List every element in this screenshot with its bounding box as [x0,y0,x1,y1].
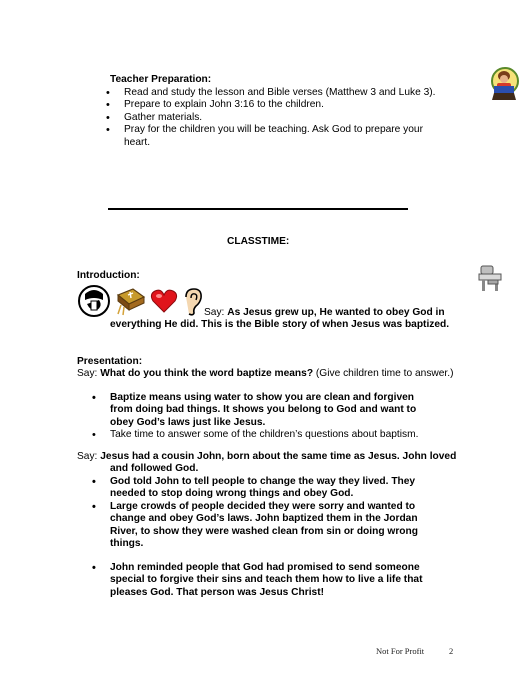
list-item: • Gather materials. [124,112,442,124]
introduction-heading: Introduction: [77,270,140,281]
say-text: Jesus had a cousin John, born about the same time as Jesus. John loved and followed God. [100,451,457,475]
praying-head-icon [77,284,111,318]
say-note: (Give children time to answer.) [315,368,454,379]
say-question: What do you think the word baptize means? [100,368,314,379]
classtime-heading: CLASSTIME: [227,236,290,247]
presentation-say-1 [77,368,464,380]
list-item: • Prepare to explain John 3:16 to the children. [124,99,442,111]
list-item: • Pray for the children you will be teaching. Ask God to prepare your heart. [124,124,442,149]
list-item: • Take time to answer some of the children’s questions about baptism. [110,429,432,441]
list-item: • God told John to tell people to change the way they lived. They needed to stop doing wrong things and obey God. [110,476,430,501]
list-item: • John reminded people that God had promised to send someone special to forgive their sins and teach them how to live a life that pleases God. That person was Jesus Christ! [110,562,430,599]
classroom-desk-icon [476,262,506,294]
teacher-prep-heading: Teacher Preparation: [110,74,212,85]
presentation-heading: Presentation: [77,356,143,367]
divider [108,208,408,210]
list-item: • Baptize means using water to show you are clean and forgiven from doing bad things. It shows you belong to God and want to obey God’s laws just like Jesus. [110,392,432,429]
introduction-text: As Jesus grew up, He wanted to obey God in everything He did. This is the Bible story of when Jesus was baptized. [110,307,450,331]
say-prefix: Say: [77,451,98,462]
presentation-say-2 [77,451,464,476]
footer-label: Not For Profit [376,646,425,656]
teacher-prep-list [124,87,442,149]
presentation-bullets-3 [110,562,430,599]
list-item: • Large crowds of people decided they were sorry and wanted to change and obey God’s laws. John baptized them in the Jordan River, to show they were washed clean from sin or doing wrong things. [110,501,430,551]
reading-child-icon [490,66,524,104]
page-number: 2 [449,646,454,656]
introduction-say [110,307,450,332]
say-prefix: Say: [204,307,225,318]
presentation-bullets-2 [110,476,430,550]
presentation-bullets-1 [110,392,432,442]
say-prefix: Say: [77,368,98,379]
list-item: • Read and study the lesson and Bible verses (Matthew 3 and Luke 3). [124,87,442,99]
